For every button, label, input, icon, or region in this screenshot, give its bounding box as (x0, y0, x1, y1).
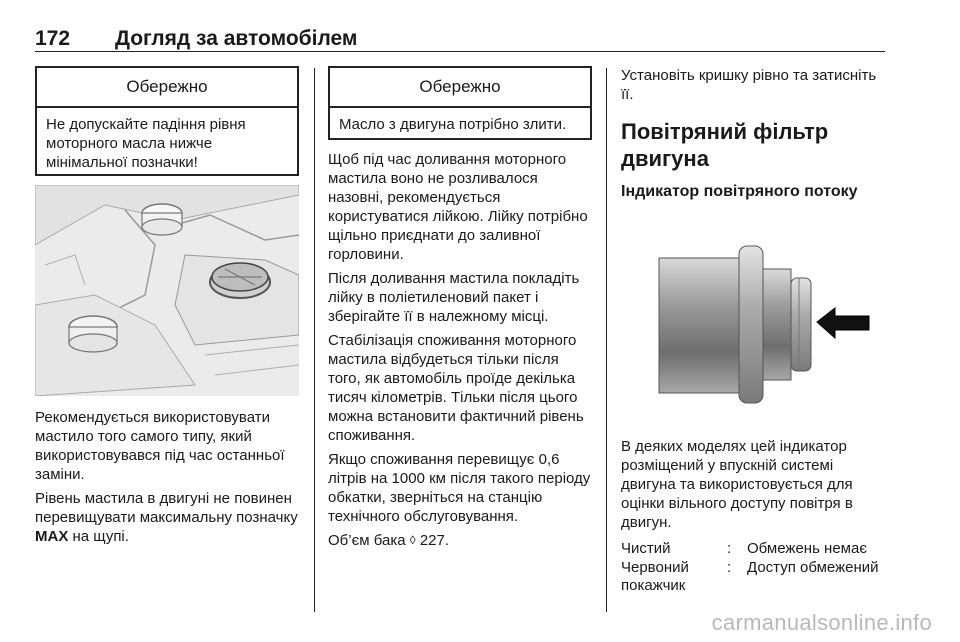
subsection-heading: Індикатор повітряного потоку (621, 183, 858, 200)
page-reference-icon: ◊ (409, 533, 416, 547)
left-text-column (35, 408, 303, 551)
definition-row (621, 540, 889, 558)
paragraph: Рекомендується використовувати мастило того самого типу, який використовувався під час останньої заміни. (35, 409, 285, 483)
engine-bay-illustration (35, 185, 299, 396)
page-reference-link[interactable]: 227. (415, 532, 450, 549)
paragraph: Об’єм бака ◊ 227. (328, 532, 450, 549)
definition-description: Доступ обмежений (747, 559, 879, 576)
paragraph: Стабілізація споживання моторного мастила відбудеться тільки після того, як автомобіль проїде декілька тисяч кілометрів. Тільки після цього можна встановити фактичний рівень споживання. (328, 332, 584, 444)
max-mark-label: MAX (35, 528, 69, 545)
paragraph: Щоб під час доливання моторного мастила воно не розливалося назовні, рекомендується користуватися лійкою. Лійку потрібно щільно приєднати до заливної горловини. (328, 151, 588, 263)
warning-title: Обережно (37, 68, 297, 108)
column-divider-right (606, 68, 607, 612)
airflow-indicator-drawing (621, 214, 885, 425)
warning-text: Масло з двигуна потрібно злити. (339, 116, 567, 133)
watermark: carmanualsonline.info (711, 610, 932, 635)
warning-box-left (35, 66, 299, 176)
page-header (35, 27, 357, 51)
paragraph: Рівень мастила в двигуні не повинен перевищувати максимальну позначку MAX на щупі. (35, 490, 298, 545)
definition-description: Обмежень немає (747, 540, 867, 557)
paragraph: В деяких моделях цей індикатор розміщений у впускній системі двигуна та використовується для оцінки вільного доступу повітря в двигун. (621, 438, 853, 531)
definition-term: Червоний покажчик (621, 559, 689, 594)
right-text-column (621, 66, 889, 202)
paragraph: Установіть кришку рівно та затисніть її. (621, 67, 877, 103)
airflow-indicator-illustration (621, 214, 885, 425)
paragraph: Після доливання мастила покладіть лійку в поліетиленовий пакет і зберігайте її в належному місці. (328, 270, 580, 325)
right-lower-text (621, 437, 889, 596)
definition-separator: : (727, 540, 732, 557)
warning-text: Не допускайте падіння рівня моторного масла нижче мінімальної позначки! (46, 116, 246, 171)
section-heading: Повітряний фільтр двигуна (621, 119, 829, 171)
engine-bay-drawing (35, 185, 299, 396)
middle-text-column (328, 150, 594, 555)
definition-term: Чистий (621, 540, 671, 557)
definition-row (621, 559, 889, 595)
page-title: Догляд за автомобілем (115, 27, 358, 50)
page-number: 172 (35, 27, 71, 50)
definition-separator: : (727, 559, 732, 576)
warning-title: Обережно (330, 68, 590, 108)
paragraph: Якщо споживання перевищує 0,6 літрів на 1000 км після такого періоду обкатки, зверніться на станцію технічного обслуговування. (328, 451, 591, 525)
header-rule (35, 51, 885, 52)
warning-box-middle (328, 66, 592, 140)
column-divider-left (314, 68, 315, 612)
